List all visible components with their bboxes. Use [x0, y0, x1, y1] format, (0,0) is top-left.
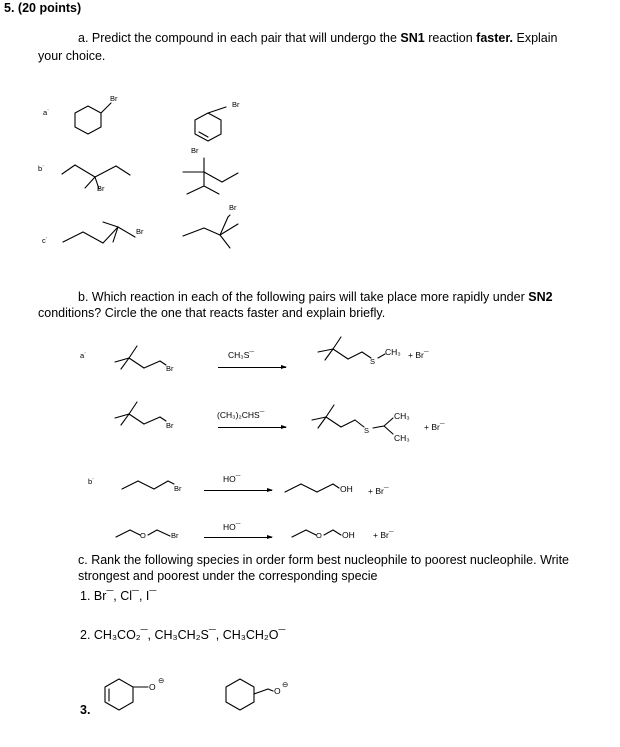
product-2-methyl-top: CH₃: [394, 411, 410, 421]
atom-br: Br: [166, 421, 174, 430]
negative-charge-icon: ⊖: [282, 680, 289, 689]
part-b-prompt-line2: conditions? Circle the one that reacts faster and explain briefly.: [38, 306, 386, 320]
product-3-bromide: + Br¯: [368, 486, 389, 496]
question-number: 5. (20 points): [4, 1, 82, 15]
reagent-2: (CH₃)₂CHS¯: [217, 410, 265, 420]
product-2-bromide: + Br¯: [424, 422, 445, 432]
reagent-1: CH₃S¯: [228, 350, 255, 360]
part-b-prompt: b. Which reaction in each of the following pairs will take place more rapidly under SN2: [78, 290, 553, 304]
atom-s: S: [364, 426, 370, 435]
atom-br: Br: [191, 146, 199, 155]
rank-item-3: 3.: [80, 703, 91, 717]
product-1-bromide: + Br¯: [408, 350, 429, 360]
atom-br: Br: [232, 100, 240, 109]
part-c-prompt: c. Rank the following species in order form best nucleophile to poorest nucleophile. Write: [78, 553, 570, 567]
part-a-prompt: a. Predict the compound in each pair that will undergo the SN1 reaction faster. Explain: [78, 31, 558, 45]
pair-label-a: a˙: [80, 351, 87, 360]
atom-br: Br: [97, 184, 105, 193]
product-2-methyl-bottom: CH₃: [394, 433, 410, 443]
pair-label-a: a˙: [43, 108, 50, 117]
pair-label-b: b˙: [88, 477, 95, 486]
question-points: (20 points): [17, 1, 82, 15]
part-c-prompt-line2: strongest and poorest under the corresponding specie: [78, 569, 378, 583]
atom-br: Br: [229, 203, 237, 212]
pair-label-b: b˙: [38, 164, 45, 173]
atom-br: Br: [136, 227, 144, 236]
atom-br: Br: [166, 364, 174, 373]
atom-br: Br: [171, 531, 179, 540]
pair-label-c: c˙: [42, 236, 49, 245]
product-3-alcohol: OH: [340, 484, 353, 494]
product-4-alcohol: OH: [342, 530, 355, 540]
atom-o: O: [274, 686, 281, 696]
atom-o: O: [316, 531, 322, 540]
part-a-prompt-line2: your choice.: [38, 49, 106, 63]
negative-charge-icon: ⊖: [158, 676, 165, 685]
atom-br: Br: [174, 484, 182, 493]
atom-br: Br: [110, 94, 118, 103]
atom-s: S: [370, 357, 376, 366]
rank-item-1: 1. Br¯, Cl¯, I¯: [80, 589, 157, 603]
reagent-4: HO¯: [223, 522, 241, 532]
atom-o: O: [140, 531, 146, 540]
reagent-3: HO¯: [223, 474, 241, 484]
atom-o: O: [149, 682, 156, 692]
product-4-bromide: + Br¯: [373, 530, 394, 540]
rank-item-2: 2. CH₃CO₂¯, CH₃CH₂S¯, CH₃CH₂O¯: [80, 628, 286, 642]
product-1-methyl: CH₃: [385, 347, 401, 357]
